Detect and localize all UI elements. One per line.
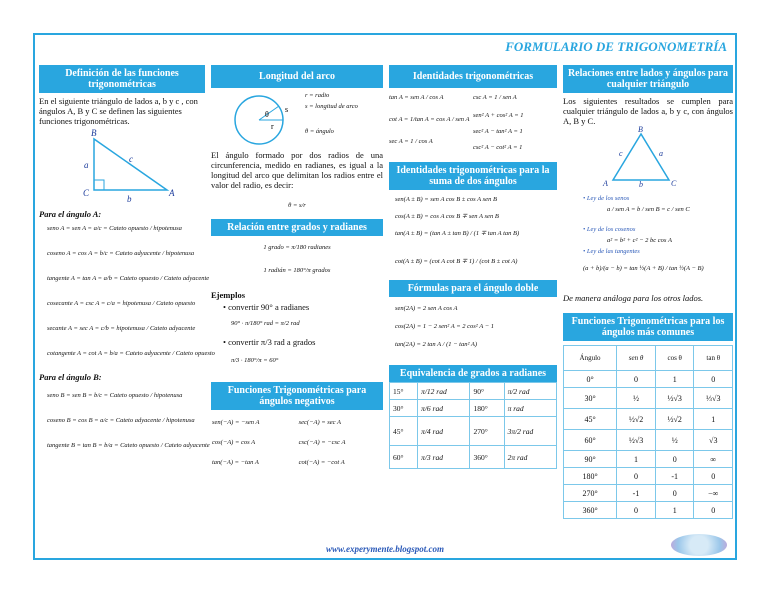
cos-cell: 0 xyxy=(655,485,694,502)
tan-cell: ⅓√3 xyxy=(694,388,733,409)
sheet-title: FORMULARIO DE TRIGONOMETRÍA xyxy=(505,39,727,54)
id-pyth-2: sec² A − tan² A = 1 xyxy=(473,128,523,135)
id-cot: cot A = 1/tan A = cos A / sen A xyxy=(389,116,470,123)
analog-note: De manera análoga para los otros lados. xyxy=(563,293,704,303)
equivalence-table xyxy=(389,382,557,469)
def-row-cot-a: cotangente A = cot A = b/a = Cateto adyacente / Cateto opuesto xyxy=(47,350,215,357)
def-row-sen-a: seno A = sen A = a/c = Cateto opuesto / hipotenusa xyxy=(47,225,182,232)
equiv-rad: π/3 rad xyxy=(418,446,470,469)
examples-heading: Ejemplos xyxy=(211,290,245,300)
radian-to-degree-formula: 1 radián = 180°/π grados xyxy=(263,267,331,274)
vertex-c-label: C xyxy=(671,179,677,188)
sum-identities-header: Identidades trigonométricas para la suma de dos ángulos xyxy=(389,162,557,190)
id-csc: csc A = 1 / sen A xyxy=(473,94,517,101)
vertex-c-label: C xyxy=(83,188,90,198)
neg-csc: csc(−A) = −csc A xyxy=(298,438,346,446)
equiv-rad: π/4 rad xyxy=(418,417,470,446)
def-row-tan-a: tangente A = tan A = a/b = Cateto opuesto / Cateto adyacente xyxy=(47,275,210,282)
def-row-cos-a: coseno A = cos A = b/c = Cateto adyacente / hipotenusa xyxy=(47,250,195,257)
side-a-label: a xyxy=(84,160,89,170)
table-row xyxy=(564,502,733,519)
vertex-b-label: B xyxy=(638,126,643,134)
sen-cell: 1 xyxy=(617,451,656,468)
sum-cos: cos(A ± B) = cos A cos B ∓ sen A sen B xyxy=(395,213,499,220)
double-sen: sen(2A) = 2 sen A cos A xyxy=(395,305,458,312)
angle-cell: 180° xyxy=(564,468,617,485)
equiv-row xyxy=(390,446,557,469)
angle-cell: 30° xyxy=(564,388,617,409)
neg-sec: sec(−A) = sec A xyxy=(298,418,342,426)
equiv-deg: 15° xyxy=(390,383,418,400)
example-2: • convertir π/3 rad a grados xyxy=(223,337,316,347)
vertex-b-label: B xyxy=(91,128,97,138)
col-header-cos: cos θ xyxy=(655,346,694,371)
id-tan: tan A = sen A / cos A xyxy=(389,94,444,101)
equiv-rad: π/12 rad xyxy=(418,383,470,400)
arc-legend: s = longitud de arco xyxy=(305,103,358,110)
tan-cell: 0 xyxy=(694,371,733,388)
law-of-tangents-label: Ley de las tangentes xyxy=(586,248,640,255)
any-triangle-intro: Los siguientes resultados se cumplen para cualquier triángulo de lados a, b y c, con ángulos A, B y C. xyxy=(563,96,733,126)
sen-cell: ½ xyxy=(617,388,656,409)
angle-cell: 360° xyxy=(564,502,617,519)
column-any-triangle xyxy=(563,65,733,519)
id-pyth-1: sen² A + cos² A = 1 xyxy=(473,112,524,119)
sum-cot: cot(A ± B) = (cot A cot B ∓ 1) / (cot B ± cot A) xyxy=(395,258,518,265)
id-sec: sec A = 1 / cos A xyxy=(389,138,433,145)
law-of-tangents-title: • Ley de las tangentes xyxy=(583,248,640,255)
table-row xyxy=(564,409,733,430)
equiv-rad: 2π rad xyxy=(504,446,556,469)
sen-cell: 0 xyxy=(617,371,656,388)
equiv-row xyxy=(390,417,557,446)
def-row-sen-b: seno B = sen B = b/c = Cateto opuesto / hipotenusa xyxy=(47,392,183,399)
identities-header: Identidades trigonométricas xyxy=(389,65,557,88)
arc-formula: θ = s/r xyxy=(288,202,306,209)
id-pyth-3: csc² A − cot² A = 1 xyxy=(473,144,523,151)
def-row-csc-a: cosecante A = csc A = c/a = hipotenusa / Cateto opuesto xyxy=(47,300,196,307)
equiv-rad: π rad xyxy=(504,400,556,417)
arc-length-header: Longitud del arco xyxy=(211,65,383,88)
sen-cell: ½√3 xyxy=(617,430,656,451)
law-of-cosines-label: Ley de los cosenos xyxy=(586,226,636,233)
table-row xyxy=(564,451,733,468)
sen-cell: 0 xyxy=(617,468,656,485)
definitions-intro: En el siguiente triángulo de lados a, b y c , con ángulos A, B y C se definen las siguientes funciones trigonométricas. xyxy=(39,96,198,126)
law-of-tangents-formula: (a + b)/(a − b) = tan ½(A + B) / tan ½(A − B) xyxy=(583,265,704,272)
angle-cell: 90° xyxy=(564,451,617,468)
arc-description: El ángulo formado por dos radios de una circunferencia, medido en radianes, es igual a la longitud del arco que delimitan los radios entre el valor del radio, es decir: xyxy=(211,150,383,190)
angle-legend: θ = ángulo xyxy=(305,128,334,135)
cos-cell: 1 xyxy=(655,502,694,519)
angle-cell: 45° xyxy=(564,409,617,430)
side-b-label: b xyxy=(127,194,132,204)
radius-mark: r xyxy=(271,122,274,131)
equiv-deg: 30° xyxy=(390,400,418,417)
equiv-deg: 180° xyxy=(470,400,504,417)
negative-angles-table xyxy=(211,412,383,472)
def-row-sec-a: secante A = sec A = c/b = hipotenusa / Cateto adyacente xyxy=(47,325,196,332)
neg-sen: sen(−A) = −sen A xyxy=(212,418,260,426)
radius-legend: r = radio xyxy=(305,92,330,99)
table-row xyxy=(564,371,733,388)
example-1: • convertir 90° a radianes xyxy=(223,302,310,312)
table-row xyxy=(564,388,733,409)
angle-a-heading: Para el ángulo A: xyxy=(39,209,102,219)
cos-cell: -1 xyxy=(655,468,694,485)
footer-url[interactable]: www.experymente.blogspot.com xyxy=(326,544,444,554)
oblique-triangle-figure xyxy=(563,126,733,188)
angle-b-heading: Para el ángulo B: xyxy=(39,372,102,382)
sen-cell: 0 xyxy=(617,502,656,519)
col-header-tan: tan θ xyxy=(694,346,733,371)
example-1-text: convertir 90° a radianes xyxy=(228,302,310,312)
equiv-deg: 60° xyxy=(390,446,418,469)
double-angle-header: Fórmulas para el ángulo doble xyxy=(389,280,557,297)
sen-cell: ½√2 xyxy=(617,409,656,430)
vertex-a-label: A xyxy=(169,188,175,198)
example-2-text: convertir π/3 rad a grados xyxy=(228,337,316,347)
degree-to-radian-formula: 1 grado = π/180 radianes xyxy=(263,244,331,251)
neg-cos: cos(−A) = cos A xyxy=(212,438,256,446)
col-header-sen: sen θ xyxy=(617,346,656,371)
side-c-label: c xyxy=(129,154,133,164)
example-1-calc: 90° · π/180° rad = π/2 rad xyxy=(231,320,300,327)
tan-cell: 0 xyxy=(694,468,733,485)
tan-cell: 0 xyxy=(694,502,733,519)
formula-sheet xyxy=(33,33,737,560)
vertex-a-label: A xyxy=(603,179,608,188)
angle-cell: 0° xyxy=(564,371,617,388)
side-a-label: a xyxy=(659,149,663,158)
equivalence-header: Equivalencia de grados a radianes xyxy=(389,365,557,382)
tan-cell: −∞ xyxy=(694,485,733,502)
right-triangle-figure xyxy=(39,126,205,204)
cos-cell: 0 xyxy=(655,451,694,468)
column-identities xyxy=(389,65,557,469)
sen-cell: -1 xyxy=(617,485,656,502)
tan-cell: ∞ xyxy=(694,451,733,468)
equiv-rad: π/2 rad xyxy=(504,383,556,400)
cos-cell: ½√3 xyxy=(655,388,694,409)
law-of-sines-title: • Ley de los senos xyxy=(583,195,630,202)
side-c-label: c xyxy=(619,149,623,158)
degrees-radians-header: Relación entre grados y radianes xyxy=(211,219,383,236)
equiv-row xyxy=(390,383,557,400)
angle-cell: 270° xyxy=(564,485,617,502)
equiv-row xyxy=(390,400,557,417)
cos-cell: ½√2 xyxy=(655,409,694,430)
def-row-tan-b: tangente B = tan B = b/a = Cateto opuesto / Cateto adyacente xyxy=(47,442,210,449)
col-header-angle: Ángulo xyxy=(564,346,617,371)
angle-cell: 60° xyxy=(564,430,617,451)
tan-cell: √3 xyxy=(694,430,733,451)
law-of-cosines-formula: a² = b² + c² − 2 bc cos A xyxy=(607,237,672,244)
arc-circle-figure xyxy=(219,90,299,150)
double-cos: cos(2A) = 1 − 2 sen² A = 2 cos² A − 1 xyxy=(395,323,494,330)
any-triangle-header: Relaciones entre lados y ángulos para cualquier triángulo xyxy=(563,65,733,93)
sum-sen: sen(A ± B) = sen A cos B ± cos A sen B xyxy=(395,196,497,203)
equiv-deg: 360° xyxy=(470,446,504,469)
table-row xyxy=(564,430,733,451)
column-definitions xyxy=(39,65,215,467)
equiv-deg: 270° xyxy=(470,417,504,446)
neg-tan: tan(−A) = −tan A xyxy=(212,458,259,466)
negative-angles-header: Funciones Trigonométricas para ángulos negativos xyxy=(211,382,383,410)
equiv-deg: 45° xyxy=(390,417,418,446)
def-row-cos-b: coseno B = cos B = a/c = Cateto adyacente / hipotenusa xyxy=(47,417,195,424)
example-2-calc: π/3 · 180°/π = 60° xyxy=(231,357,279,364)
table-row xyxy=(564,485,733,502)
theta-mark: θ xyxy=(265,110,269,119)
blog-logo xyxy=(671,534,727,556)
side-b-label: b xyxy=(639,180,643,188)
law-of-sines-formula: a / sen A = b / sen B = c / sen C xyxy=(607,206,690,213)
tan-cell: 1 xyxy=(694,409,733,430)
double-tan: tan(2A) = 2 tan A / (1 − tan² A) xyxy=(395,341,478,348)
equiv-deg: 90° xyxy=(470,383,504,400)
table-header-row xyxy=(564,346,733,371)
cos-cell: ½ xyxy=(655,430,694,451)
cos-cell: 1 xyxy=(655,371,694,388)
sum-tan: tan(A ± B) = (tan A ± tan B) / (1 ∓ tan A tan B) xyxy=(395,230,520,237)
equiv-rad: π/6 rad xyxy=(418,400,470,417)
equiv-rad: 3π/2 rad xyxy=(504,417,556,446)
arc-mark: s xyxy=(285,105,289,114)
definitions-header: Definición de las funciones trigonométricas xyxy=(39,65,205,93)
neg-cot: cot(−A) = −cot A xyxy=(298,458,345,466)
law-of-sines-label: Ley de los senos xyxy=(586,195,630,202)
common-angles-table xyxy=(563,345,733,519)
column-arc-length xyxy=(211,65,383,472)
law-of-cosines-title: • Ley de los cosenos xyxy=(583,226,636,233)
common-angles-header: Funciones Trigonométricas para los ángulos más comunes xyxy=(563,313,733,341)
table-row xyxy=(564,468,733,485)
